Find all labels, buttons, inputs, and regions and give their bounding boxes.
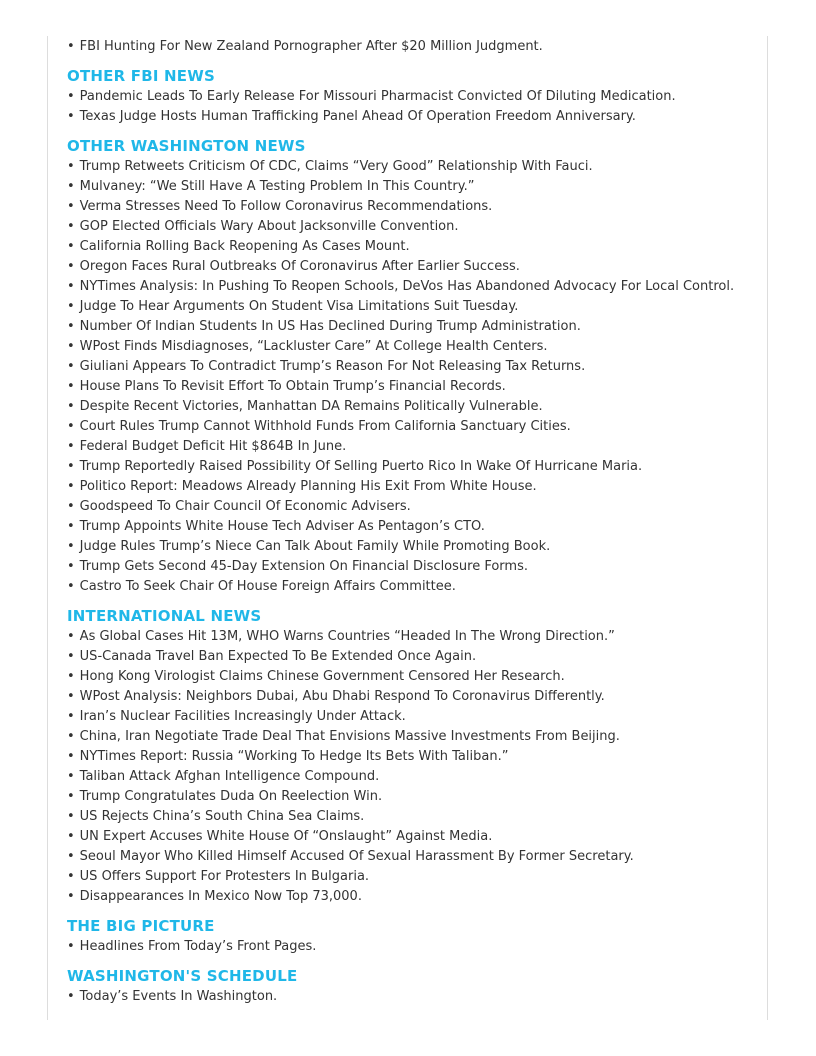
headline-link[interactable]: Trump Retweets Criticism Of CDC, Claims “Very Good” Relationship With Fauci.	[79, 159, 593, 174]
headline-link[interactable]: Judge Rules Trump’s Niece Can Talk About Family While Promoting Book.	[79, 539, 551, 554]
headline-link[interactable]: Oregon Faces Rural Outbreaks Of Coronavirus After Earlier Success.	[79, 259, 520, 274]
list-item	[67, 537, 757, 557]
headline-link[interactable]: As Global Cases Hit 13M, WHO Warns Countries “Headed In The Wrong Direction.”	[79, 629, 615, 644]
list-item	[67, 497, 757, 517]
headline-link[interactable]: Trump Gets Second 45-Day Extension On Financial Disclosure Forms.	[79, 559, 528, 574]
item-list	[67, 157, 757, 597]
headline-link[interactable]: FBI Hunting For New Zealand Pornographer After $20 Million Judgment.	[79, 39, 543, 54]
list-item	[67, 317, 757, 337]
list-item	[67, 37, 757, 57]
list-item	[67, 647, 757, 667]
item-list	[67, 627, 757, 907]
headline-link[interactable]: Federal Budget Deficit Hit $864B In June.	[79, 439, 347, 454]
section-other-washington-news	[67, 136, 757, 597]
headline-link[interactable]: Mulvaney: “We Still Have A Testing Problem In This Country.”	[79, 179, 475, 194]
list-item	[67, 887, 757, 907]
list-item	[67, 987, 757, 1007]
item-list	[67, 37, 757, 57]
list-item	[67, 667, 757, 687]
list-item	[67, 687, 757, 707]
headline-link[interactable]: Trump Appoints White House Tech Adviser As Pentagon’s CTO.	[79, 519, 485, 534]
list-item	[67, 257, 757, 277]
headline-link[interactable]: Seoul Mayor Who Killed Himself Accused Of Sexual Harassment By Former Secretary.	[79, 849, 634, 864]
newsletter-content	[67, 37, 757, 1007]
list-item	[67, 107, 757, 127]
list-item	[67, 457, 757, 477]
headline-link[interactable]: California Rolling Back Reopening As Cases Mount.	[79, 239, 410, 254]
section-big-picture	[67, 916, 757, 957]
list-item	[67, 937, 757, 957]
headline-link[interactable]: WPost Analysis: Neighbors Dubai, Abu Dhabi Respond To Coronavirus Differently.	[79, 689, 605, 704]
headline-link[interactable]: China, Iran Negotiate Trade Deal That Envisions Massive Investments From Beijing.	[79, 729, 620, 744]
list-item	[67, 177, 757, 197]
list-item	[67, 217, 757, 237]
list-item	[67, 707, 757, 727]
headline-link[interactable]: Disappearances In Mexico Now Top 73,000.	[79, 889, 362, 904]
headline-link[interactable]: UN Expert Accuses White House Of “Onslaught” Against Media.	[79, 829, 493, 844]
list-item	[67, 847, 757, 867]
headline-link[interactable]: Judge To Hear Arguments On Student Visa Limitations Suit Tuesday.	[79, 299, 519, 314]
headline-link[interactable]: House Plans To Revisit Effort To Obtain Trump’s Financial Records.	[79, 379, 506, 394]
headline-link[interactable]: US Rejects China’s South China Sea Claims.	[79, 809, 365, 824]
list-item	[67, 237, 757, 257]
list-item	[67, 477, 757, 497]
headline-link[interactable]: Castro To Seek Chair Of House Foreign Affairs Committee.	[79, 579, 456, 594]
list-item	[67, 787, 757, 807]
headline-link[interactable]: Hong Kong Virologist Claims Chinese Government Censored Her Research.	[79, 669, 565, 684]
headline-link[interactable]: Giuliani Appears To Contradict Trump’s Reason For Not Releasing Tax Returns.	[79, 359, 586, 374]
headline-link[interactable]: Court Rules Trump Cannot Withhold Funds From California Sanctuary Cities.	[79, 419, 571, 434]
section-heading: THE BIG PICTURE	[67, 917, 215, 935]
section-heading: WASHINGTON'S SCHEDULE	[67, 967, 298, 985]
list-item	[67, 867, 757, 887]
list-item	[67, 827, 757, 847]
list-item	[67, 377, 757, 397]
headline-link[interactable]: Today’s Events In Washington.	[79, 989, 278, 1004]
list-item	[67, 577, 757, 597]
section-washington-schedule	[67, 966, 757, 1007]
headline-link[interactable]: US Offers Support For Protesters In Bulgaria.	[79, 869, 370, 884]
list-item	[67, 357, 757, 377]
list-item	[67, 627, 757, 647]
headline-link[interactable]: Verma Stresses Need To Follow Coronavirus Recommendations.	[79, 199, 493, 214]
headline-link[interactable]: Iran’s Nuclear Facilities Increasingly Under Attack.	[79, 709, 406, 724]
section-heading: OTHER FBI NEWS	[67, 67, 215, 85]
headline-link[interactable]: Trump Congratulates Duda On Reelection Win.	[79, 789, 383, 804]
section-heading: OTHER WASHINGTON NEWS	[67, 137, 306, 155]
section-fbi-top	[67, 37, 757, 57]
list-item	[67, 417, 757, 437]
headline-link[interactable]: Politico Report: Meadows Already Planning His Exit From White House.	[79, 479, 537, 494]
list-item	[67, 727, 757, 747]
headline-link[interactable]: WPost Finds Misdiagnoses, “Lackluster Care” At College Health Centers.	[79, 339, 548, 354]
item-list	[67, 87, 757, 127]
headline-link[interactable]: Despite Recent Victories, Manhattan DA Remains Politically Vulnerable.	[79, 399, 543, 414]
headline-link[interactable]: Texas Judge Hosts Human Trafficking Panel Ahead Of Operation Freedom Anniversary.	[79, 109, 636, 124]
list-item	[67, 557, 757, 577]
list-item	[67, 337, 757, 357]
headline-link[interactable]: Goodspeed To Chair Council Of Economic Advisers.	[79, 499, 411, 514]
headline-link[interactable]: GOP Elected Officials Wary About Jacksonville Convention.	[79, 219, 459, 234]
list-item	[67, 277, 757, 297]
list-item	[67, 437, 757, 457]
section-other-fbi-news	[67, 66, 757, 127]
list-item	[67, 197, 757, 217]
list-item	[67, 157, 757, 177]
list-item	[67, 767, 757, 787]
headline-link[interactable]: Headlines From Today’s Front Pages.	[79, 939, 317, 954]
list-item	[67, 397, 757, 417]
item-list	[67, 987, 757, 1007]
headline-link[interactable]: Number Of Indian Students In US Has Declined During Trump Administration.	[79, 319, 581, 334]
headline-link[interactable]: Trump Reportedly Raised Possibility Of Selling Puerto Rico In Wake Of Hurricane Maria.	[79, 459, 643, 474]
item-list	[67, 937, 757, 957]
list-item	[67, 807, 757, 827]
headline-link[interactable]: Taliban Attack Afghan Intelligence Compound.	[79, 769, 380, 784]
section-international-news	[67, 606, 757, 907]
section-heading: INTERNATIONAL NEWS	[67, 607, 262, 625]
list-item	[67, 87, 757, 107]
headline-link[interactable]: NYTimes Analysis: In Pushing To Reopen Schools, DeVos Has Abandoned Advocacy For Local Control.	[79, 279, 735, 294]
headline-link[interactable]: US-Canada Travel Ban Expected To Be Extended Once Again.	[79, 649, 477, 664]
headline-link[interactable]: Pandemic Leads To Early Release For Missouri Pharmacist Convicted Of Diluting Medication.	[79, 89, 676, 104]
headline-link[interactable]: NYTimes Report: Russia “Working To Hedge Its Bets With Taliban.”	[79, 749, 509, 764]
list-item	[67, 747, 757, 767]
list-item	[67, 297, 757, 317]
list-item	[67, 517, 757, 537]
